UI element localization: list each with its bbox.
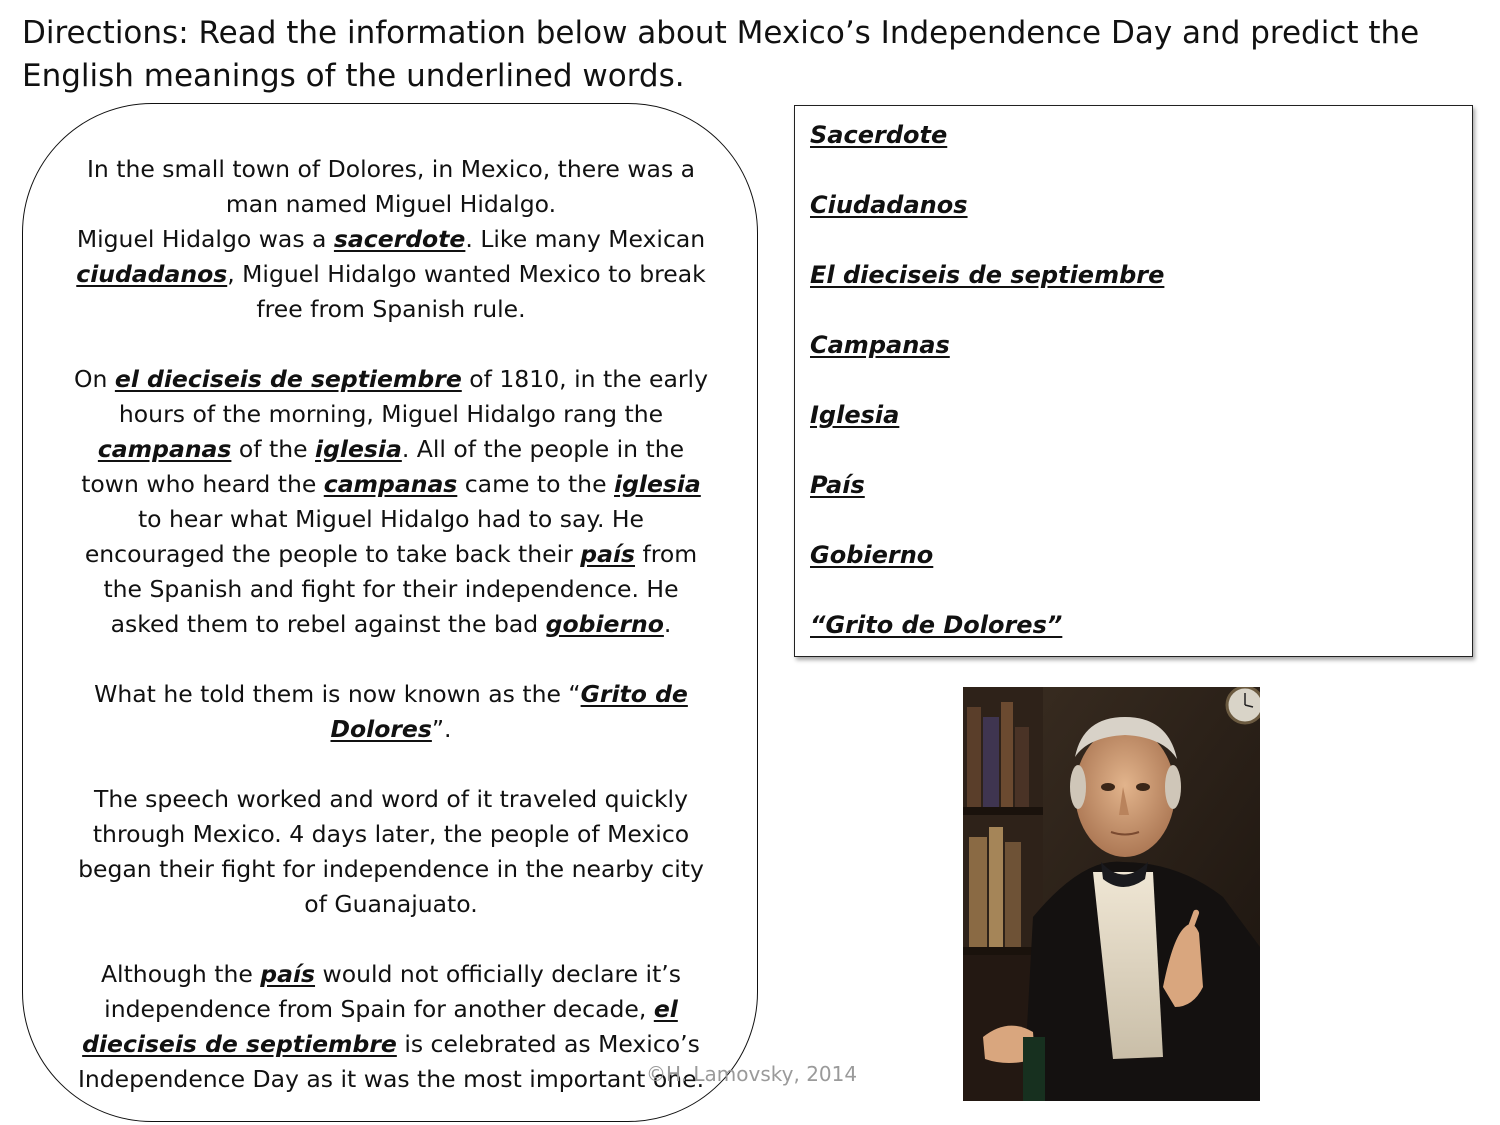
copyright-text: ©H. Lamovsky, 2014 — [646, 1062, 858, 1086]
portrait-illustration — [963, 687, 1260, 1101]
keyword-grito-de-dolores: Dolores — [330, 715, 432, 743]
text: hours of the morning, Miguel Hidalgo rang the — [118, 400, 664, 428]
vocabulary-list — [810, 118, 1164, 678]
text: . Like many Mexican — [465, 225, 706, 253]
text: free from Spanish rule. — [256, 295, 526, 323]
text: asked them to rebel against the bad — [110, 610, 546, 638]
text: to hear what Miguel Hidalgo had to say. He — [137, 505, 645, 533]
miguel-hidalgo-portrait-image — [963, 687, 1260, 1101]
text: of 1810, in the early — [461, 365, 708, 393]
text: Miguel Hidalgo was a — [76, 225, 334, 253]
text: of Guanajuato. — [304, 890, 478, 918]
text: . All of the people in the — [401, 435, 685, 463]
text: ”. — [431, 715, 452, 743]
keyword-pais: país — [580, 540, 635, 568]
text: Although the — [100, 960, 261, 988]
text: began their fight for independence in the nearby city — [78, 855, 704, 883]
directions-line-1: Directions: Read the information below about Mexico’s Independence Day and predict the — [22, 15, 1420, 51]
keyword-gobierno: gobierno — [545, 610, 664, 638]
text: of the — [231, 435, 316, 463]
keyword-el-dieciseis-de-septiembre: dieciseis de septiembre — [82, 1030, 397, 1058]
directions-text — [22, 12, 1482, 98]
keyword-sacerdote: sacerdote — [333, 225, 466, 253]
keyword-el-dieciseis-de-septiembre: el dieciseis de septiembre — [114, 365, 462, 393]
text: What he told them is now known as the “ — [94, 680, 581, 708]
vocabulary-item-pais: País — [810, 471, 865, 499]
vocabulary-item-campanas: Campanas — [810, 331, 950, 359]
paragraph-1 — [73, 152, 709, 327]
text: town who heard the — [81, 470, 324, 498]
text: independence from Spain for another decade, — [104, 995, 654, 1023]
text: the Spanish and fight for their independence. He — [103, 575, 679, 603]
keyword-ciudadanos: ciudadanos — [76, 260, 228, 288]
paragraph-3 — [73, 677, 709, 747]
keyword-el-dieciseis-de-septiembre: el — [653, 995, 678, 1023]
text: would not officially declare it’s — [315, 960, 682, 988]
text: On — [74, 365, 115, 393]
vocabulary-item-grito-de-dolores: “Grito de Dolores” — [810, 611, 1063, 639]
keyword-campanas: campanas — [323, 470, 458, 498]
keyword-iglesia: iglesia — [614, 470, 701, 498]
text: , Miguel Hidalgo wanted Mexico to break — [227, 260, 706, 288]
paragraph-5 — [73, 957, 709, 1097]
paragraph-2 — [73, 362, 709, 642]
text: through Mexico. 4 days later, the people of Mexico — [92, 820, 690, 848]
vocabulary-item-iglesia: Iglesia — [810, 401, 900, 429]
text: from — [635, 540, 698, 568]
text: is celebrated as Mexico’s — [396, 1030, 700, 1058]
text: Independence Day as it was the most important one. — [77, 1065, 705, 1093]
vocabulary-box — [794, 105, 1473, 657]
keyword-grito-de-dolores: Grito de — [580, 680, 688, 708]
paragraph-4 — [73, 782, 709, 922]
reading-passage-panel — [22, 103, 758, 1122]
text: man named Miguel Hidalgo. — [225, 190, 557, 218]
vocabulary-item-gobierno: Gobierno — [810, 541, 934, 569]
vocabulary-item-ciudadanos: Ciudadanos — [810, 191, 968, 219]
text: encouraged the people to take back their — [84, 540, 581, 568]
vocabulary-item-el-dieciseis-de-septiembre: El dieciseis de septiembre — [810, 261, 1165, 289]
directions-line-2: English meanings of the underlined words. — [22, 58, 685, 94]
text: came to the — [457, 470, 615, 498]
keyword-pais: país — [260, 960, 316, 988]
vocabulary-item-sacerdote: Sacerdote — [810, 121, 948, 149]
reading-passage — [73, 152, 709, 1097]
text: The speech worked and word of it traveled quickly — [94, 785, 688, 813]
text: . — [663, 610, 672, 638]
keyword-campanas: campanas — [97, 435, 232, 463]
keyword-iglesia: iglesia — [315, 435, 402, 463]
text: In the small town of Dolores, in Mexico, there was a — [86, 155, 696, 183]
